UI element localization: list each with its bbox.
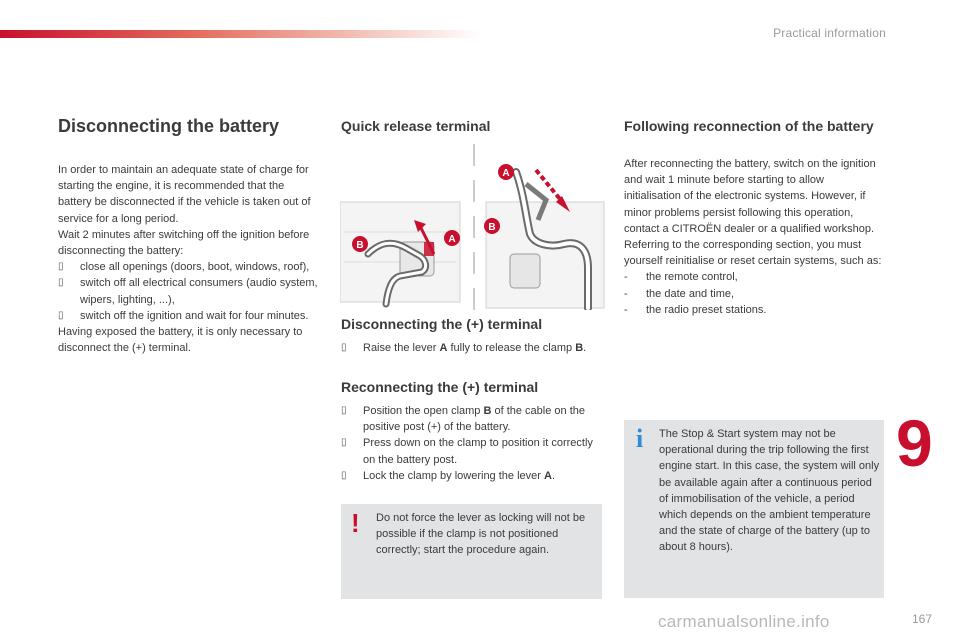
quick-release-heading: Quick release terminal [341,118,491,134]
label-a-right: A [502,168,510,179]
info-text: The Stop & Start system may not be operational during the trip following the first engine start. In this case, the system will only be available again after a continuous period of immobilisation of the vehicle, a period which depends on the ambient temperature and the state of charge of the battery (up to about 8 hours). [659,428,880,554]
list-item: ▯ Position the open clamp B of the cable on the positive post (+) of the battery. [341,403,603,435]
wait-paragraph: Wait 2 minutes after switching off the ignition before disconnecting the battery: [58,228,310,258]
reconnecting-heading: Reconnecting the (+) terminal [341,379,539,395]
watermark-text: carmanualsonline.info [658,612,830,631]
warning-icon: ! [351,508,360,538]
header-accent-bar [0,30,480,38]
list-item: - the date and time, [624,287,735,300]
right-body [624,156,882,318]
page-title: Disconnecting the battery [58,116,280,136]
outro-paragraph: Having exposed the battery, it is only necessary to disconnect the (+) terminal. [58,326,303,355]
disconnecting-heading: Disconnecting the (+) terminal [341,316,543,332]
reinit-paragraph: Referring to the corresponding section, you must yourself reinitialise or reset certain systems, such as: [624,239,882,268]
label-b-left: B [356,240,364,251]
warning-panel [341,504,602,599]
intro-paragraph: In order to maintain an adequate state of charge for starting the engine, it is recommended that the battery be disconnected if the vehicle is taken out of service for a long period. [58,164,311,225]
disconnect-steps [341,340,603,356]
list-item: ▯ Lock the clamp by lowering the lever A. [341,468,603,484]
warning-text: Do not force the lever as locking will not be possible if the clamp is not positioned correctly; start the procedure again. [376,512,586,557]
bullet-icon: ▯ [58,277,64,289]
list-item: ▯ switch off the ignition and wait for four minutes. [58,308,320,324]
battery-terminal-illustration [340,144,605,310]
section-label: Practical information [773,26,886,40]
list-item: - the radio preset stations. [624,303,767,316]
reconnect-steps [341,403,603,484]
list-item: ▯ Raise the lever A fully to release the clamp B. [341,340,603,356]
bullet-icon: ▯ [341,405,347,416]
info-panel [624,420,884,598]
bullet-icon: ▯ [341,437,347,449]
list-item: ▯ close all openings (doors, boot, windows, roof), [58,259,320,275]
label-a-left: A [448,234,456,245]
bullet-icon: ▯ [58,261,64,273]
reconnection-heading: Following reconnection of the battery [624,118,874,134]
page-number: 167 [911,612,932,626]
bullet-icon: ▯ [58,309,64,321]
label-b-right: B [488,222,496,233]
chapter-number: 9 [896,406,933,480]
list-item: ▯ switch off all electrical consumers (audio system, wipers, lighting, ...), [58,275,320,307]
list-item: - the remote control, [624,271,738,284]
info-icon: i [636,424,644,453]
list-item: ▯ Press down on the clamp to position it correctly on the battery post. [341,435,603,467]
bullet-icon: ▯ [341,342,347,353]
bullet-icon: ▯ [341,469,347,481]
left-body [58,162,320,356]
reconnect-paragraph: After reconnecting the battery, switch on the ignition and wait 1 minute before starting to allow initialisation of the electronic systems. However, if minor problems persist following this operation, contact a CITROËN dealer or a qualified workshop. [624,158,876,235]
